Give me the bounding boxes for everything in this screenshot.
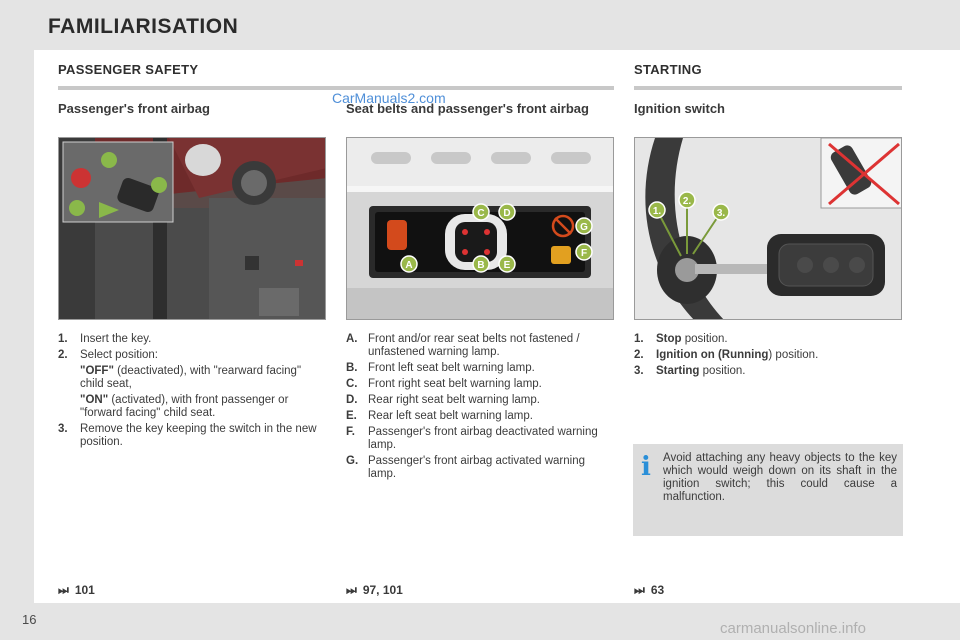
list-item — [346, 455, 614, 481]
list-item — [346, 333, 614, 359]
warning-lamp-list — [346, 333, 614, 484]
page-reference-left[interactable] — [58, 583, 95, 598]
item-label: B. — [346, 362, 358, 374]
item-text: Passenger's front airbag activated warning lamp. — [368, 455, 585, 480]
item-rest: position. — [681, 333, 728, 345]
airbag-switch-photo — [58, 137, 326, 320]
image-label-3: 3. — [716, 208, 726, 219]
item-bold: Ignition on (Running — [656, 349, 769, 361]
item-text: Front right seat belt warning lamp. — [368, 378, 542, 390]
seatbelt-panel-illustration — [347, 138, 614, 320]
item-text: Remove the key keeping the switch in the new position. — [80, 423, 317, 448]
reference-text: 63 — [650, 583, 665, 597]
item-text: Rear left seat belt warning lamp. — [368, 410, 533, 422]
page-number: 16 — [22, 612, 37, 627]
item-label: A. — [346, 333, 358, 345]
item-text — [656, 333, 902, 346]
item-text: Select position: — [80, 349, 158, 361]
item-label: 1. — [634, 333, 644, 345]
item-label: 3. — [634, 365, 644, 377]
image-label-2: 2. — [682, 196, 692, 207]
list-item — [346, 410, 614, 423]
section-title-starting: STARTING — [634, 62, 702, 77]
reference-text: 101 — [74, 583, 95, 597]
page-reference-right[interactable] — [634, 583, 664, 598]
airbag-instructions — [58, 333, 326, 452]
item-bold: Starting — [656, 365, 700, 377]
list-item — [58, 333, 326, 346]
section-rule-right — [634, 86, 902, 90]
item-label: E. — [346, 410, 357, 422]
airbag-switch-illustration — [59, 138, 326, 320]
item-bold: "ON" — [80, 394, 109, 406]
item-text: Front left seat belt warning lamp. — [368, 362, 535, 374]
ignition-key-illustration — [635, 138, 902, 320]
list-subitem-on — [58, 394, 326, 420]
subtitle-passenger-airbag: Passenger's front airbag — [58, 101, 210, 116]
page-reference-middle[interactable] — [346, 583, 403, 598]
list-item — [634, 349, 902, 362]
item-text — [656, 365, 902, 378]
item-label: 2. — [58, 349, 68, 361]
list-subitem-off — [58, 365, 326, 391]
item-label: 1. — [58, 333, 68, 345]
ignition-positions — [634, 333, 902, 381]
list-item — [346, 378, 614, 391]
list-item — [346, 394, 614, 407]
item-rest: position. — [699, 365, 746, 377]
watermark-bottom: carmanualsonline.info — [720, 620, 866, 637]
image-label-g: G — [580, 222, 588, 233]
item-label: F. — [346, 426, 355, 438]
list-item — [58, 423, 326, 449]
list-item — [346, 426, 614, 452]
list-item — [634, 333, 902, 346]
reference-arrow-icon: ⏭ — [634, 583, 645, 597]
item-bold: Stop — [656, 333, 682, 345]
image-label-e: E — [503, 260, 511, 271]
subtitle-ignition-switch: Ignition switch — [634, 101, 725, 116]
item-text: (activated), with front passenger or "forward facing" child seat. — [80, 394, 289, 419]
image-label-a: A — [405, 260, 413, 271]
item-label: D. — [346, 394, 358, 406]
header-bar — [0, 0, 960, 50]
item-text: Rear right seat belt warning lamp. — [368, 394, 540, 406]
image-label-c: C — [477, 208, 485, 219]
reference-arrow-icon: ⏭ — [58, 583, 69, 597]
item-label: C. — [346, 378, 358, 390]
seatbelt-warning-photo — [346, 137, 614, 320]
image-label-b: B — [477, 260, 485, 271]
list-item — [58, 349, 326, 362]
image-label-1: 1. — [652, 206, 662, 217]
item-bold: "OFF" — [80, 365, 114, 377]
reference-arrow-icon: ⏭ — [346, 583, 357, 597]
item-rest: ) position. — [768, 349, 819, 361]
reference-text: 97, 101 — [362, 583, 403, 597]
item-label: G. — [346, 455, 359, 467]
page-title: FAMILIARISATION — [48, 15, 239, 38]
subtitle-seat-belts: Seat belts and passenger's front airbag — [346, 101, 589, 116]
list-item — [634, 365, 902, 378]
list-item — [346, 362, 614, 375]
item-text: Front and/or rear seat belts not fastened / unfastened warning lamp. — [368, 333, 580, 358]
item-text: Insert the key. — [80, 333, 152, 345]
item-label: 2. — [634, 349, 644, 361]
image-label-d: D — [503, 208, 511, 219]
image-label-f: F — [580, 248, 588, 259]
watermark-top: CarManuals2.com — [332, 90, 446, 106]
ignition-switch-photo — [634, 137, 902, 320]
info-text: Avoid attaching any heavy objects to the key which would weigh down on its shaft in the ignition switch; this could cause a malfunction. — [663, 452, 897, 503]
item-text: (deactivated), with "rearward facing" child seat, — [80, 365, 302, 390]
item-label: 3. — [58, 423, 68, 435]
section-title-passenger-safety: PASSENGER SAFETY — [58, 62, 199, 77]
item-text: Passenger's front airbag deactivated warning lamp. — [368, 426, 598, 451]
info-box — [633, 444, 903, 536]
item-text — [656, 349, 902, 362]
info-icon: i — [641, 452, 651, 482]
